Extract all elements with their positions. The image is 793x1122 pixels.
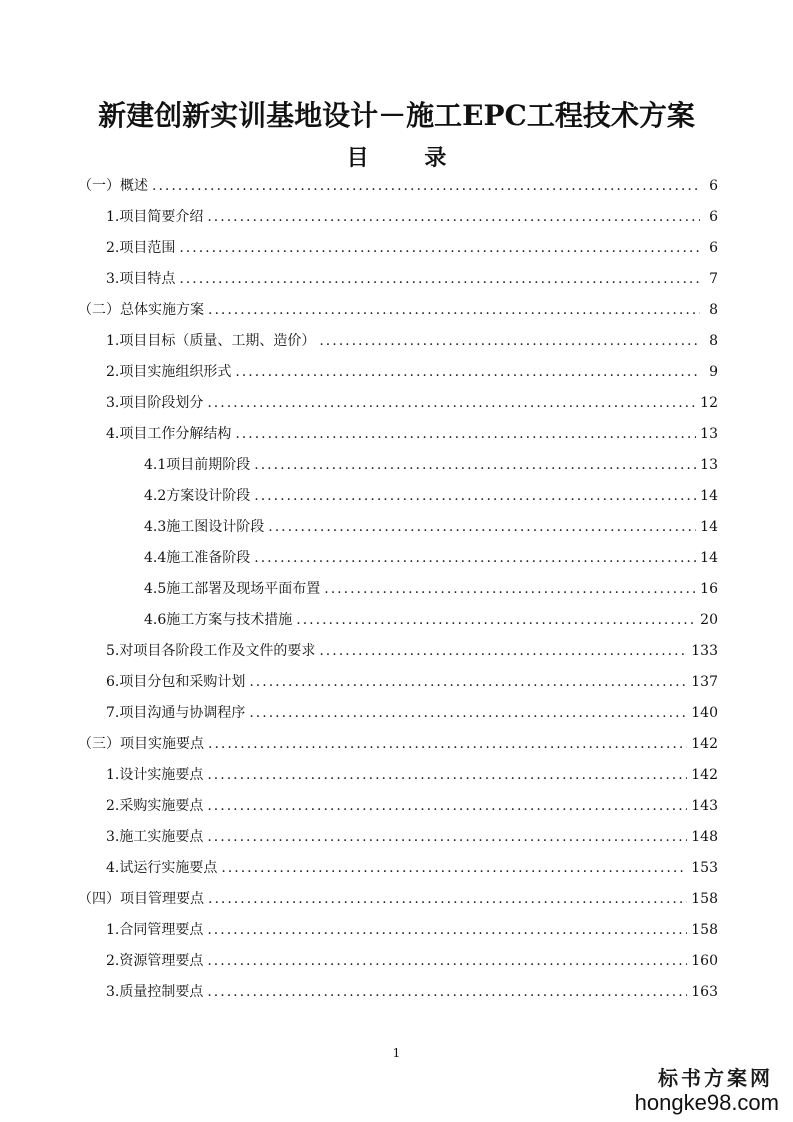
toc-entry[interactable]	[144, 485, 718, 507]
toc-entry[interactable]	[106, 361, 718, 383]
toc-entry-title: 6.项目分包和采购计划	[106, 674, 246, 690]
dot-leader	[152, 175, 700, 197]
toc-entry-title: （三）项目实施要点	[78, 736, 204, 752]
toc-entry-page: 163	[691, 984, 718, 1000]
toc-entry-page: 16	[700, 581, 718, 597]
toc-entry-page: 14	[700, 550, 718, 566]
watermark-url: hongke98.com	[634, 1090, 779, 1115]
toc-entry-title: 4.试运行实施要点	[106, 860, 218, 876]
toc-entry-page: 14	[700, 488, 718, 504]
toc-entry-page: 142	[691, 736, 718, 752]
toc-entry-title: 3.项目特点	[106, 271, 176, 287]
toc-entry[interactable]	[106, 237, 718, 259]
toc-entry-page: 137	[691, 674, 718, 690]
toc-entry-page: 13	[700, 457, 718, 473]
toc-entry[interactable]	[106, 702, 718, 724]
toc-entry-page: 148	[691, 829, 718, 845]
toc-entry[interactable]	[106, 950, 718, 972]
dot-leader	[207, 950, 687, 972]
toc-entry[interactable]	[78, 175, 718, 197]
toc-entry-title: 2.资源管理要点	[106, 953, 204, 969]
toc-entry-title: 7.项目沟通与协调程序	[106, 705, 246, 721]
toc-entry-page: 7	[709, 271, 718, 287]
toc-entry-title: 1.设计实施要点	[106, 767, 204, 783]
dot-leader	[249, 671, 687, 693]
toc-entry-page: 6	[709, 240, 718, 256]
page-number: 1	[392, 1046, 401, 1060]
toc-entry-title: 2.项目范围	[106, 240, 176, 256]
dot-leader	[208, 299, 700, 321]
toc-entry-title: （一）概述	[78, 178, 148, 194]
toc-entry-page: 143	[691, 798, 718, 814]
toc-entry[interactable]	[78, 733, 718, 755]
toc-entry[interactable]	[106, 826, 718, 848]
toc-entry[interactable]	[106, 640, 718, 662]
toc-entry-title: 4.4施工准备阶段	[144, 550, 251, 566]
dot-leader	[324, 578, 696, 600]
toc-entry-page: 158	[691, 922, 718, 938]
toc-entry[interactable]	[106, 981, 718, 1003]
toc-entry[interactable]	[144, 547, 718, 569]
toc-entry[interactable]	[106, 392, 718, 414]
toc-heading: 目 录	[346, 145, 471, 171]
toc-entry-page: 133	[691, 643, 718, 659]
toc-entry-title: 1.项目目标（质量、工期、造价）	[106, 333, 316, 349]
toc-entry-page: 20	[700, 612, 718, 628]
toc-entry-page: 14	[700, 519, 718, 535]
toc-entry[interactable]	[106, 857, 718, 879]
dot-leader	[207, 392, 696, 414]
dot-leader	[207, 795, 687, 817]
toc-entry[interactable]	[144, 609, 718, 631]
toc-entry-page: 13	[700, 426, 718, 442]
toc-entry[interactable]	[106, 671, 718, 693]
dot-leader	[179, 268, 700, 290]
toc-entry-page: 6	[709, 209, 718, 225]
toc-entry[interactable]	[106, 764, 718, 786]
toc-entry[interactable]	[78, 299, 718, 321]
dot-leader	[249, 702, 687, 724]
toc-entry-page: 8	[709, 333, 718, 349]
toc-entry-title: （四）项目管理要点	[78, 891, 204, 907]
dot-leader	[221, 857, 687, 879]
toc-entry-page: 12	[700, 395, 718, 411]
toc-entry-title: 4.1项目前期阶段	[144, 457, 251, 473]
toc-entry[interactable]	[144, 578, 718, 600]
toc-entry-title: 4.5施工部署及现场平面布置	[144, 581, 321, 597]
toc-entry[interactable]	[144, 454, 718, 476]
toc-entry-page: 142	[691, 767, 718, 783]
toc-entry-page: 6	[709, 178, 718, 194]
dot-leader	[319, 330, 700, 352]
dot-leader	[207, 981, 687, 1003]
document-title: 新建创新实训基地设计－施工EPC工程技术方案	[98, 99, 695, 132]
toc-entry-title: 4.3施工图设计阶段	[144, 519, 265, 535]
toc-entry-title: 2.采购实施要点	[106, 798, 204, 814]
toc-entry[interactable]	[106, 330, 718, 352]
toc-entry-title: （二）总体实施方案	[78, 302, 204, 318]
dot-leader	[254, 454, 696, 476]
dot-leader	[179, 237, 700, 259]
dot-leader	[254, 485, 696, 507]
toc-entry[interactable]	[106, 268, 718, 290]
dot-leader	[207, 764, 687, 786]
dot-leader	[235, 361, 700, 383]
toc-entry-title: 3.项目阶段划分	[106, 395, 204, 411]
dot-leader	[268, 516, 696, 538]
toc-entry-page: 140	[691, 705, 718, 721]
dot-leader	[207, 919, 687, 941]
dot-leader	[208, 733, 687, 755]
dot-leader	[319, 640, 687, 662]
toc-entry-title: 3.质量控制要点	[106, 984, 204, 1000]
toc-entry[interactable]	[106, 795, 718, 817]
toc-entry[interactable]	[106, 206, 718, 228]
dot-leader	[296, 609, 696, 631]
dot-leader	[208, 888, 687, 910]
toc-entry-title: 4.6施工方案与技术措施	[144, 612, 293, 628]
toc-entry-page: 9	[709, 364, 718, 380]
toc-entry[interactable]	[144, 516, 718, 538]
toc-entry-title: 1.合同管理要点	[106, 922, 204, 938]
dot-leader	[235, 423, 696, 445]
dot-leader	[254, 547, 696, 569]
toc-entry-page: 153	[691, 860, 718, 876]
toc-entry-title: 1.项目简要介绍	[106, 209, 204, 225]
watermark	[629, 1066, 779, 1116]
toc-entry-page: 158	[691, 891, 718, 907]
dot-leader	[207, 206, 700, 228]
toc-entry[interactable]	[78, 888, 718, 910]
toc-entry-title: 3.施工实施要点	[106, 829, 204, 845]
toc-entry-title: 2.项目实施组织形式	[106, 364, 232, 380]
toc-entry-title: 5.对项目各阶段工作及文件的要求	[106, 643, 316, 659]
toc-entry-page: 160	[691, 953, 718, 969]
toc-entry-page: 8	[709, 302, 718, 318]
dot-leader	[207, 826, 687, 848]
toc-entry-title: 4.2方案设计阶段	[144, 488, 251, 504]
toc-entry[interactable]	[106, 919, 718, 941]
watermark-chinese: 标书方案网	[658, 1066, 773, 1090]
toc-entry[interactable]	[106, 423, 718, 445]
toc-entry-title: 4.项目工作分解结构	[106, 426, 232, 442]
